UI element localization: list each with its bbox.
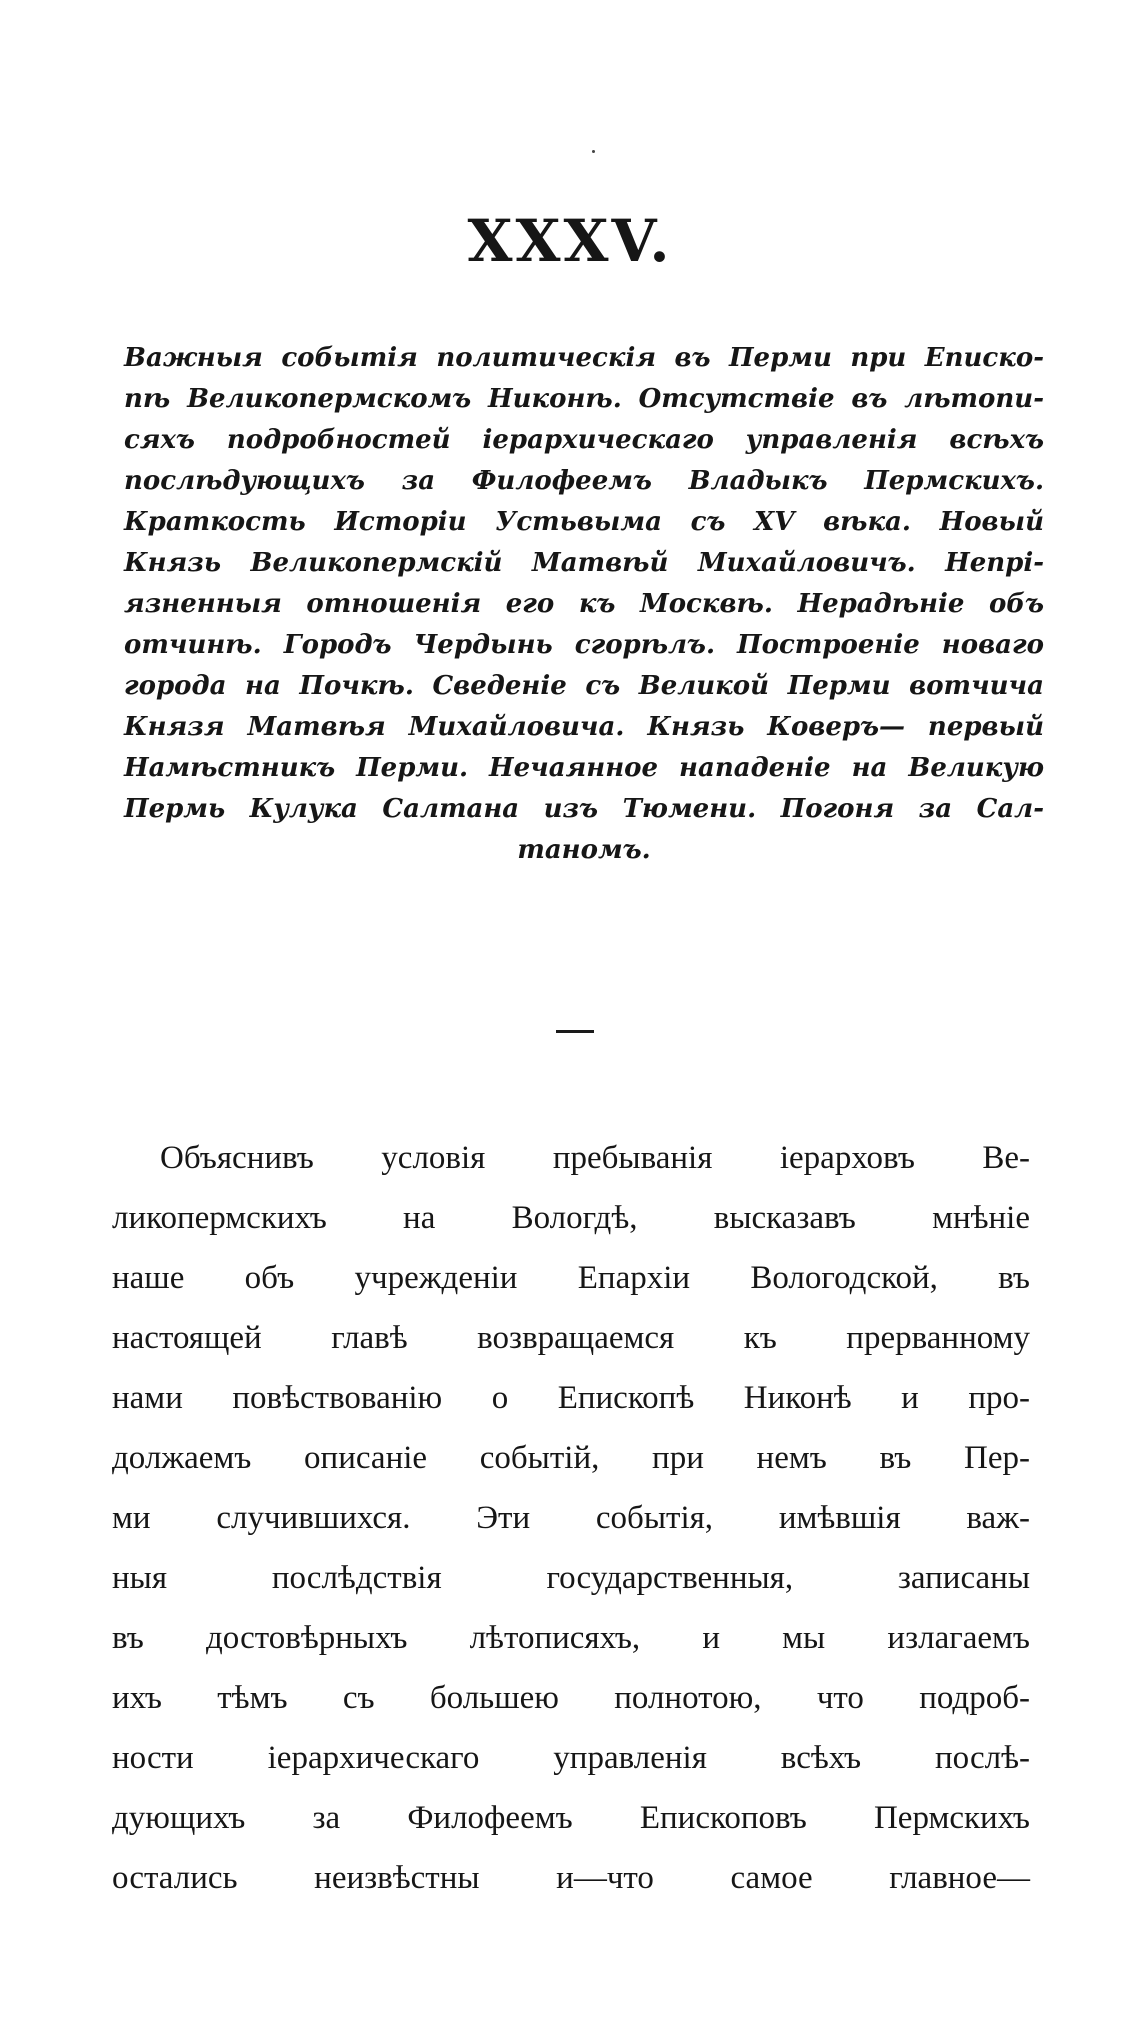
- summary-line: язненныя отношенія его къ Москвѣ. Нерадѣніе объ: [124, 589, 1044, 619]
- summary-line: Важныя событія политическія въ Перми при Еписко-: [124, 343, 1044, 373]
- summary-line: Князь Великопермскій Матвѣй Михайловичъ. Непрі-: [124, 548, 1044, 578]
- body-line: настоящей главѣ возвращаемся къ прерванному: [112, 1320, 1030, 1356]
- chapter-number: XXXV.: [467, 207, 673, 275]
- summary-line: города на Почкѣ. Сведеніе съ Великой Перми вотчича: [124, 671, 1044, 701]
- summary-line: отчинѣ. Городъ Чердынь сгорѣлъ. Построеніе новаго: [124, 630, 1044, 660]
- body-paragraph: [112, 1128, 1030, 1908]
- body-line: въ достовѣрныхъ лѣтописяхъ, и мы излагаемъ: [112, 1620, 1030, 1656]
- summary-line: Краткость Исторіи Устьвыма съ XV вѣка. Новый: [124, 507, 1044, 537]
- chapter-summary: [124, 338, 1044, 871]
- body-line: должаемъ описаніе событій, при немъ въ Пер-: [112, 1440, 1030, 1476]
- body-line: остались неизвѣстны и—что самое главное—: [112, 1860, 1030, 1896]
- summary-line: пѣ Великопермскомъ Никонѣ. Отсутствіе въ лѣтопи-: [124, 384, 1044, 414]
- body-line: дующихъ за Филофеемъ Епископовъ Пермскихъ: [112, 1800, 1030, 1836]
- section-divider: [556, 1030, 594, 1033]
- summary-line: сяхъ подробностей іерархическаго управленія всѣхъ: [124, 425, 1044, 455]
- body-line: ихъ тѣмъ съ большею полнотою, что подроб-: [112, 1680, 1030, 1716]
- print-speck: [592, 150, 595, 153]
- body-line: ныя послѣдствія государственныя, записаны: [112, 1560, 1030, 1596]
- body-line: нами повѣствованію о Епископѣ Никонѣ и про-: [112, 1380, 1030, 1416]
- body-line: ликопермскихъ на Вологдѣ, высказавъ мнѣніе: [112, 1200, 1030, 1236]
- summary-line: Князя Матвѣя Михайловича. Князь Коверъ— первый: [124, 712, 1044, 742]
- summary-line: Намѣстникъ Перми. Нечаянное нападеніе на Великую: [124, 753, 1044, 783]
- summary-line: Пермь Кулука Салтана изъ Тюмени. Погоня за Сал-: [124, 794, 1044, 824]
- body-line: Объяснивъ условія пребыванія іерарховъ Ве-: [160, 1140, 1030, 1176]
- summary-line: послѣдующихъ за Филофеемъ Владыкъ Пермскихъ.: [124, 466, 1044, 496]
- body-line: ности іерархическаго управленія всѣхъ послѣ-: [112, 1740, 1030, 1776]
- body-line: наше объ учрежденіи Епархіи Вологодской, въ: [112, 1260, 1030, 1296]
- summary-line: таномъ.: [517, 835, 651, 865]
- body-line: ми случившихся. Эти событія, имѣвшія важ-: [112, 1500, 1030, 1536]
